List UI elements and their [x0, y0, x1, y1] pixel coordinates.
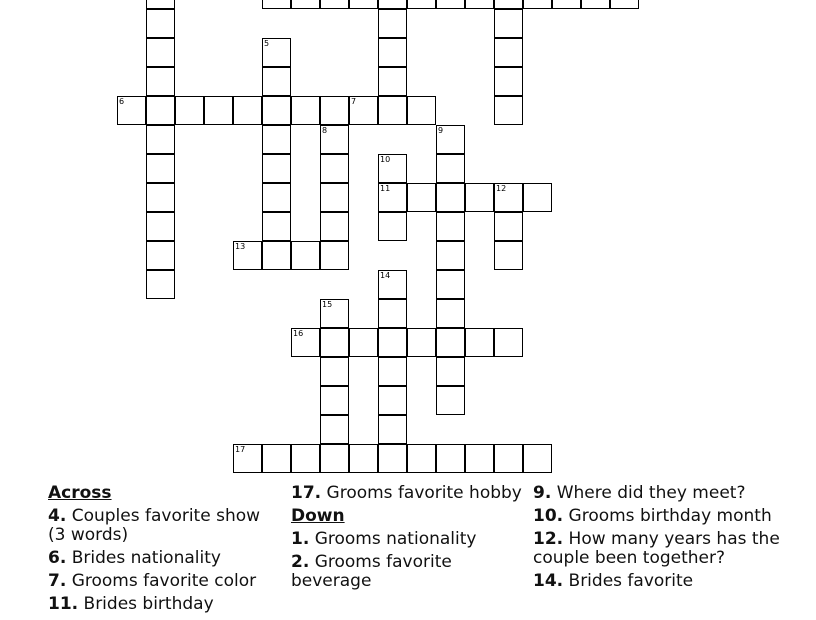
- grid-cell[interactable]: [146, 212, 175, 241]
- grid-cell[interactable]: [436, 154, 465, 183]
- clue-number: 9.: [533, 483, 552, 503]
- grid-cell[interactable]: [407, 183, 436, 212]
- grid-cell[interactable]: [320, 328, 349, 357]
- clue-number: 4.: [48, 506, 67, 526]
- grid-cell[interactable]: [291, 96, 320, 125]
- grid-cell[interactable]: [407, 0, 436, 9]
- clue-down-14: [533, 572, 783, 591]
- grid-cell[interactable]: [233, 96, 262, 125]
- cell-number: 7: [351, 97, 357, 106]
- grid-cell[interactable]: [378, 270, 407, 299]
- grid-cell[interactable]: [378, 38, 407, 67]
- grid-cell[interactable]: [494, 67, 523, 96]
- grid-cell[interactable]: [378, 328, 407, 357]
- grid-cell[interactable]: [320, 444, 349, 473]
- grid-cell[interactable]: [146, 96, 175, 125]
- grid-cell[interactable]: [320, 386, 349, 415]
- grid-cell[interactable]: [494, 9, 523, 38]
- grid-cell[interactable]: [436, 241, 465, 270]
- grid-cell[interactable]: [146, 183, 175, 212]
- cell-number: 11: [380, 184, 391, 193]
- cell-number: 15: [322, 300, 333, 309]
- clue-text: Grooms nationality: [314, 529, 477, 549]
- clue-text: How many years has the couple been together?: [533, 529, 780, 568]
- clue-text: Where did they meet?: [556, 483, 746, 503]
- clues-column-2: [291, 484, 523, 595]
- grid-cell[interactable]: [146, 0, 175, 9]
- grid-cell[interactable]: [262, 154, 291, 183]
- grid-cell[interactable]: [436, 212, 465, 241]
- cell-number: 8: [322, 126, 328, 135]
- grid-cell[interactable]: [146, 241, 175, 270]
- clue-number: 10.: [533, 506, 564, 526]
- clue-number: 1.: [291, 529, 310, 549]
- grid-cell[interactable]: [494, 183, 523, 212]
- grid-cell[interactable]: [146, 154, 175, 183]
- grid-cell[interactable]: [291, 0, 320, 9]
- cell-number: 9: [438, 126, 444, 135]
- cell-number: 14: [380, 271, 391, 280]
- grid-cell[interactable]: [494, 328, 523, 357]
- clue-text: Grooms birthday month: [568, 506, 772, 526]
- grid-cell[interactable]: [523, 0, 552, 9]
- grid-cell[interactable]: [262, 125, 291, 154]
- grid-cell[interactable]: [320, 212, 349, 241]
- grid-cell[interactable]: [552, 0, 581, 9]
- grid-cell[interactable]: [378, 0, 407, 9]
- grid-cell[interactable]: [378, 299, 407, 328]
- grid-cell[interactable]: [262, 38, 291, 67]
- clue-across-6: [48, 549, 280, 568]
- clues-column-1: [48, 484, 280, 618]
- grid-cell[interactable]: [465, 183, 494, 212]
- grid-cell[interactable]: [320, 357, 349, 386]
- grid-cell[interactable]: [117, 96, 146, 125]
- cell-number: 17: [235, 445, 246, 454]
- grid-cell[interactable]: [436, 299, 465, 328]
- clue-number: 17.: [291, 483, 322, 503]
- grid-cell[interactable]: [146, 38, 175, 67]
- grid-cell[interactable]: [320, 183, 349, 212]
- grid-cell[interactable]: [262, 212, 291, 241]
- grid-cell[interactable]: [349, 96, 378, 125]
- grid-cell[interactable]: [378, 415, 407, 444]
- grid-cell[interactable]: [494, 0, 523, 9]
- clue-down-1: [291, 530, 523, 549]
- grid-cell[interactable]: [349, 328, 378, 357]
- grid-cell[interactable]: [175, 96, 204, 125]
- grid-cell[interactable]: [436, 328, 465, 357]
- grid-cell[interactable]: [320, 125, 349, 154]
- grid-cell[interactable]: [320, 241, 349, 270]
- cell-number: 6: [119, 97, 125, 106]
- grid-cell[interactable]: [320, 0, 349, 9]
- grid-cell[interactable]: [494, 241, 523, 270]
- clue-across-4: [48, 507, 280, 545]
- clue-text: Grooms favorite color: [71, 571, 257, 591]
- clue-text: Brides birthday: [83, 594, 214, 614]
- grid-cell[interactable]: [378, 212, 407, 241]
- grid-cell[interactable]: [407, 96, 436, 125]
- clue-text: Grooms favorite hobby: [326, 483, 522, 503]
- grid-cell[interactable]: [494, 96, 523, 125]
- clue-number: 12.: [533, 529, 564, 549]
- grid-cell[interactable]: [378, 183, 407, 212]
- cell-number: 16: [293, 329, 304, 338]
- cell-number: 12: [496, 184, 507, 193]
- clue-text: Brides favorite: [568, 571, 694, 591]
- grid-cell[interactable]: [378, 96, 407, 125]
- grid-cell[interactable]: [378, 67, 407, 96]
- grid-cell[interactable]: [436, 444, 465, 473]
- grid-cell[interactable]: [523, 183, 552, 212]
- grid-cell[interactable]: [436, 183, 465, 212]
- grid-cell[interactable]: [233, 241, 262, 270]
- grid-cell[interactable]: [146, 9, 175, 38]
- grid-cell[interactable]: [465, 0, 494, 9]
- grid-cell[interactable]: [494, 212, 523, 241]
- grid-cell[interactable]: [523, 444, 552, 473]
- clue-across-11: [48, 595, 280, 614]
- clue-number: 14.: [533, 571, 564, 591]
- clue-text: Brides nationality: [71, 548, 221, 568]
- clue-down-12: [533, 530, 783, 568]
- clue-across-7: [48, 572, 280, 591]
- cell-number: 10: [380, 155, 391, 164]
- grid-cell[interactable]: [146, 67, 175, 96]
- grid-cell[interactable]: [378, 386, 407, 415]
- grid-cell[interactable]: [262, 183, 291, 212]
- clue-text: Grooms favorite beverage: [291, 552, 452, 591]
- grid-cell[interactable]: [262, 96, 291, 125]
- grid-cell[interactable]: [436, 357, 465, 386]
- grid-cell[interactable]: [291, 241, 320, 270]
- grid-cell[interactable]: [465, 444, 494, 473]
- grid-cell[interactable]: [233, 444, 262, 473]
- grid-cell[interactable]: [407, 444, 436, 473]
- clue-text: Couples favorite show (3 words): [48, 506, 261, 545]
- clue-across-17: [291, 484, 523, 503]
- grid-cell[interactable]: [581, 0, 610, 9]
- grid-cell[interactable]: [378, 9, 407, 38]
- grid-cell[interactable]: [494, 38, 523, 67]
- cell-number: 5: [264, 39, 270, 48]
- grid-cell[interactable]: [291, 328, 320, 357]
- grid-cell[interactable]: [262, 444, 291, 473]
- grid-cell[interactable]: [436, 0, 465, 9]
- grid-cell[interactable]: [610, 0, 639, 9]
- grid-cell[interactable]: [494, 444, 523, 473]
- grid-cell[interactable]: [291, 444, 320, 473]
- grid-cell[interactable]: [378, 357, 407, 386]
- clue-number: 6.: [48, 548, 67, 568]
- clue-number: 11.: [48, 594, 79, 614]
- grid-cell[interactable]: [262, 0, 291, 9]
- grid-cell[interactable]: [320, 415, 349, 444]
- across-heading: Across: [48, 483, 112, 503]
- grid-cell[interactable]: [320, 154, 349, 183]
- down-heading: Down: [291, 506, 345, 526]
- grid-cell[interactable]: [465, 328, 494, 357]
- grid-cell[interactable]: [436, 270, 465, 299]
- grid-cell[interactable]: [204, 96, 233, 125]
- clue-down-2: [291, 553, 523, 591]
- grid-cell[interactable]: [436, 386, 465, 415]
- clue-number: 2.: [291, 552, 310, 572]
- grid-cell[interactable]: [407, 328, 436, 357]
- clues-column-3: [533, 484, 783, 595]
- grid-cell[interactable]: [320, 299, 349, 328]
- grid-cell[interactable]: [378, 444, 407, 473]
- clue-down-9: [533, 484, 783, 503]
- cell-number: 13: [235, 242, 246, 251]
- grid-cell[interactable]: [146, 270, 175, 299]
- grid-cell[interactable]: [349, 444, 378, 473]
- grid-cell[interactable]: [378, 154, 407, 183]
- clue-down-10: [533, 507, 783, 526]
- clue-number: 7.: [48, 571, 67, 591]
- grid-cell[interactable]: [262, 67, 291, 96]
- grid-cell[interactable]: [146, 125, 175, 154]
- grid-cell[interactable]: [349, 0, 378, 9]
- grid-cell[interactable]: [320, 96, 349, 125]
- grid-cell[interactable]: [262, 241, 291, 270]
- grid-cell[interactable]: [436, 125, 465, 154]
